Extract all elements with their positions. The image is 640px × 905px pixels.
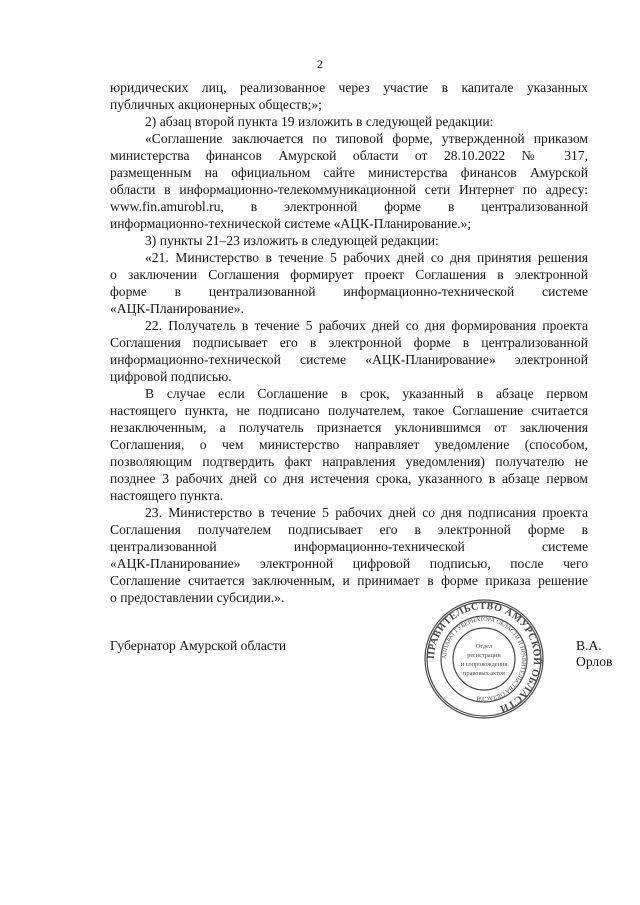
- text-line: позднее 3 рабочих дней со дня истечения срока, указанного в абзаце первом: [110, 471, 588, 486]
- stamp-center-line: правовых актов: [463, 670, 505, 677]
- text-line: незаключенным, а получатель признается уклонившимся от заключения: [110, 420, 588, 435]
- text-line: www.fin.amurobl.ru, в электронной форме в централизованной: [110, 199, 588, 214]
- text-line: 22. Получатель в течение 5 рабочих дней со дня формирования проекта: [145, 318, 588, 333]
- text-line: 3) пункты 21–23 изложить в следующей редакции:: [145, 233, 439, 248]
- text-line: о заключении Соглашения формирует проект Соглашения в электронной: [110, 267, 588, 282]
- text-line: «АЦК-Планирование».: [110, 301, 244, 316]
- text-line: цифровой подписью.: [110, 369, 232, 384]
- text-line: «АЦК-Планирование» электронной цифровой подписью, после чего: [110, 556, 588, 571]
- text-line: 23. Министерство в течение 5 рабочих дней со дня подписания проекта: [145, 505, 588, 520]
- text-line: Соглашения, о чем министерство направляет уведомление (способом,: [110, 437, 588, 452]
- text-line: «Соглашение заключается по типовой форме, утвержденной приказом: [145, 131, 588, 146]
- text-line: информационно-технической системе «АЦК-Планирование.»;: [110, 216, 472, 231]
- stamp-inner-text: АППАРАТ ГУБЕРНАТОРА ОБЛАСТИ И ПРАВИТЕЛЬСТВА ОБЛАСТИ: [441, 616, 527, 702]
- text-line: Соглашения подписывает его в электронной форме в централизованной: [110, 335, 588, 350]
- text-line: министерства финансов Амурской области от 28.10.2022 № 317,: [110, 148, 588, 163]
- text-line: области в информационно-телекоммуникационной сети Интернет по адресу:: [110, 182, 588, 197]
- text-line: форме в централизованной информационно-технической системе: [110, 284, 588, 299]
- stamp-center-line: и сопровождения: [460, 661, 508, 668]
- text-line: позволяющим подтвердить факт направления уведомления) получателю не: [110, 454, 588, 469]
- text-line: «21. Министерство в течение 5 рабочих дней со дня принятия решения: [145, 250, 588, 265]
- text-line: В случае если Соглашение в срок, указанный в абзаце первом: [145, 386, 588, 401]
- text-line: публичных акционерных обществ;»;: [110, 97, 322, 112]
- text-line: настоящего пункта.: [110, 488, 224, 503]
- official-stamp: [423, 598, 545, 720]
- stamp-center-line: регистрации: [467, 652, 501, 659]
- text-line: централизованной информационно-технической системе: [110, 539, 588, 554]
- page-number: 2: [317, 57, 323, 71]
- stamp-center-line: Отдел: [475, 643, 493, 650]
- text-line: размещенным на официальном сайте министерства финансов Амурской: [110, 165, 588, 180]
- text-line: Соглашения получателем подписывает его в электронной форме в: [110, 522, 588, 537]
- text-line: Соглашение считается заключенным, и принимает в форме приказа решение: [110, 573, 588, 588]
- text-line: информационно-технической системе «АЦК-Планирование» электронной: [110, 352, 588, 367]
- signer-name: В.А. Орлов: [576, 638, 613, 669]
- text-line: настоящего пункта, не подписано получателем, такое Соглашение считается: [110, 403, 588, 418]
- text-line: о предоставлении субсидии.».: [110, 590, 285, 605]
- stamp-outer-text: ПРАВИТЕЛЬСТВО АМУРСКОЙ ОБЛАСТИ: [425, 600, 543, 715]
- text-line: 2) абзац второй пункта 19 изложить в следующей редакции:: [145, 114, 494, 129]
- text-line: юридических лиц, реализованное через участие в капитале указанных: [110, 80, 588, 95]
- signature-title: Губернатор Амурской области: [110, 638, 287, 653]
